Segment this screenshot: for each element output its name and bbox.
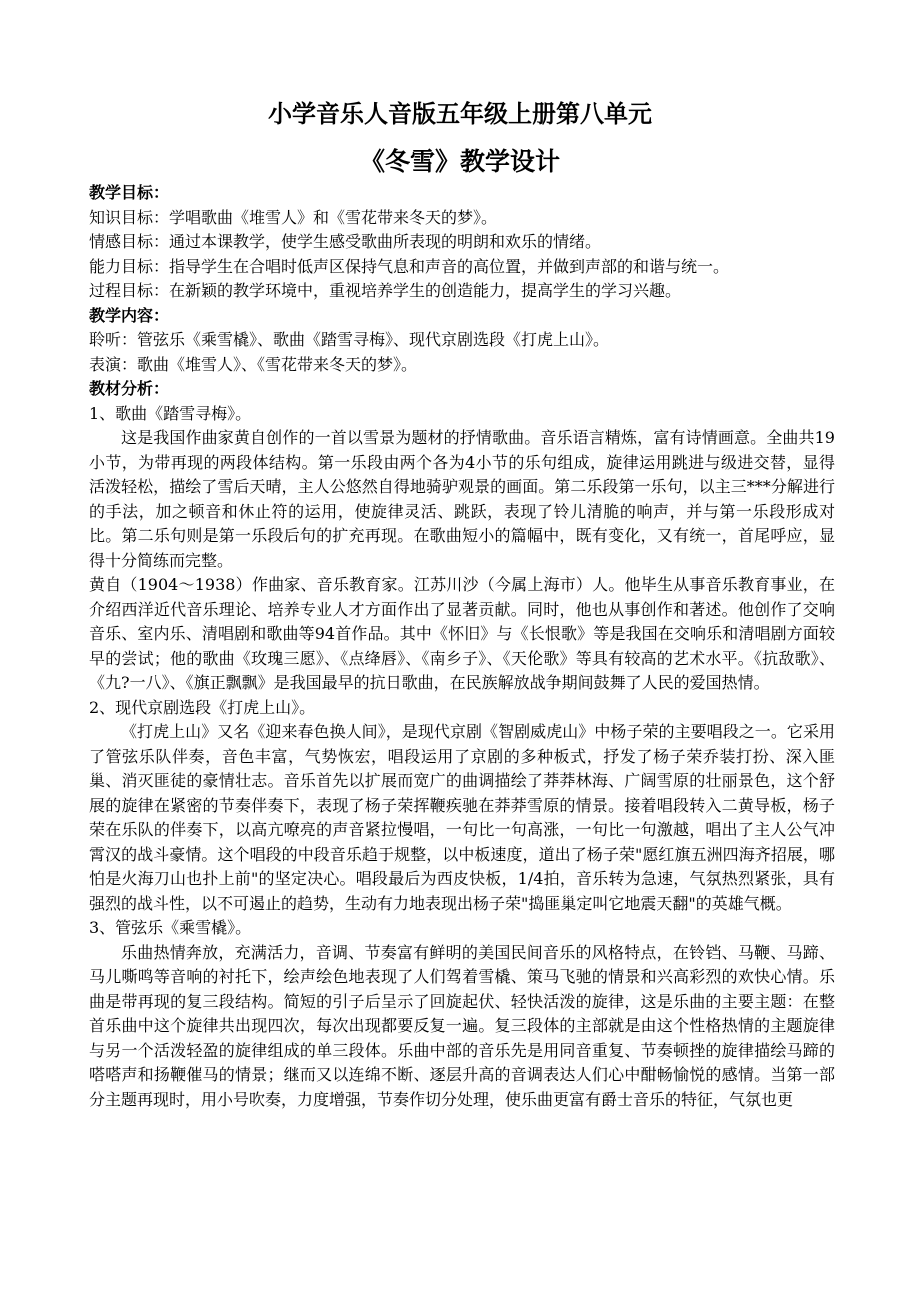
document-title: 小学音乐人音版五年级上册第八单元	[268, 100, 652, 128]
document-subtitle: 《冬雪》教学设计	[359, 147, 560, 176]
objective-process: 过程目标：在新颖的教学环境中，重视培养学生的创造能力，提高学生的学习兴趣。	[89, 281, 682, 300]
objectives-heading: 教学目标：	[89, 183, 170, 202]
analysis-heading: 教材分析：	[89, 379, 170, 398]
paragraph: 这是我国作曲家黄自创作的一首以雪景为题材的抒情歌曲。音乐语言精炼，富有诗情画意。全曲共19小节，为带再现的两段体结构。第一乐段由两个各为4小节的乐句组成，旋律运用跳进与级进交替，显得活泼轻松，描绘了雪后天晴，主人公悠然自得地骑驴观景的画面。第二乐段第一乐句，以主三***分解进行的手法，加之顿音和休止符的运用，使旋律灵活、跳跃，表现了铃儿清脆的响声，并与第一乐段形成对比。第二乐句则是第一乐段后句的扩充再现。在歌曲短小的篇幅中，既有变化，又有统一，首尾呼应，显得十分简练而完整。	[89, 428, 835, 570]
content-performance: 表演：歌曲《堆雪人》、《雪花带来冬天的梦》。	[89, 354, 418, 374]
section-title: 2、现代京剧选段《打虎上山》。	[89, 697, 316, 717]
objective-ability: 能力目标：指导学生在合唱时低声区保持气息和声音的高位置，并做到声部的和谐与统一。	[89, 256, 730, 276]
objective-knowledge: 知识目标：学唱歌曲《堆雪人》和《雪花带来冬天的梦》。	[89, 207, 498, 227]
objective-emotion: 情感目标：通过本课教学，使学生感受歌曲所表现的明朗和欢乐的情绪。	[89, 232, 602, 251]
paragraph: 《打虎上山》又名《迎来春色换人间》，是现代京剧《智剧威虎山》中杨子荣的主要唱段之一。它采用了管弦乐队伴奏，音色丰富，气势恢宏，唱段运用了京剧的多种板式，抒发了杨子荣乔装打扮、深入匪巢、消灭匪徒的豪情壮志。音乐首先以扩展而宽广的曲调描绘了莽莽林海、广阔雪原的壮丽景色，这个舒展的旋律在紧密的节奏伴奏下，表现了杨子荣挥鞭疾驰在莽莽雪原的情景。接着唱段转入二黄导板，杨子荣在乐队的伴奏下，以高亢嘹亮的声音紧拉慢唱，一句比一句高涨，一句比一句激越，唱出了主人公气冲霄汉的战斗豪情。这个唱段的中段音乐趋于规整，以中板速度，道出了杨子荣"愿红旗五洲四海齐招展，哪怕是火海刀山也扑上前"的坚定决心。唱段最后为西皮快板，1/4拍，音乐转为急速，气氛热烈紧张，具有强烈的战斗性，以不可遏止的趋势，生动有力地表现出杨子荣"捣匪巢定叫它地震天翻"的英雄气概。	[89, 722, 835, 913]
paragraph: 乐曲热情奔放，充满活力，音调、节奏富有鲜明的美国民间音乐的风格特点，在铃铛、马鞭、马蹄、马儿嘶鸣等音响的衬托下，绘声绘色地表现了人们驾着雪橇、策马飞驰的情景和兴高彩烈的欢快心情。乐曲是带再现的复三段结构。简短的引子后呈示了回旋起伏、轻快活泼的旋律，这是乐曲的主要主题：在整首乐曲中这个旋律共出现四次，每次出现都要反复一遍。复三段体的主部就是由这个性格热情的主题旋律与另一个活泼轻盈的旋律组成的单三段体。乐曲中部的音乐先是用同音重复、节奏顿挫的旋律描绘马蹄的嗒嗒声和扬鞭催马的情景；继而又以连绵不断、逐层升高的音调表达人们心中酣畅愉悦的感情。当第一部分主题再现时，用小号吹奏，力度增强，节奏作切分处理，使乐曲更富有爵士音乐的特征，气氛也更	[89, 942, 835, 1109]
section-title: 3、管弦乐《乘雪橇》。	[89, 918, 252, 937]
section-title: 1、歌曲《踏雪寻梅》。	[89, 403, 252, 423]
content-heading: 教学内容：	[89, 305, 170, 325]
content-listening: 聆听：管弦乐《乘雪橇》、歌曲《踏雪寻梅》、现代京剧选段《打虎上山》。	[89, 330, 610, 349]
document-body	[89, 181, 835, 1112]
paragraph: 黄自（1904～1938）作曲家、音乐教育家。江苏川沙（今属上海市）人。他毕生从事音乐教育事业，在介绍西洋近代音乐理论、培养专业人才方面作出了显著贡献。同时，他也从事创作和著述。他创作了交响音乐、室内乐、清唱剧和歌曲等94首作品。其中《怀旧》与《长恨歌》等是我国在交响乐和清唱剧方面较早的尝试；他的歌曲《玫瑰三愿》、《点绛唇》、《南乡子》、《天伦歌》等具有较高的艺术水平。《抗敌歌》、《九?一八》、《旗正飘飘》是我国最早的抗日歌曲，在民族解放战争期间鼓舞了人民的爱国热情。	[89, 575, 835, 692]
